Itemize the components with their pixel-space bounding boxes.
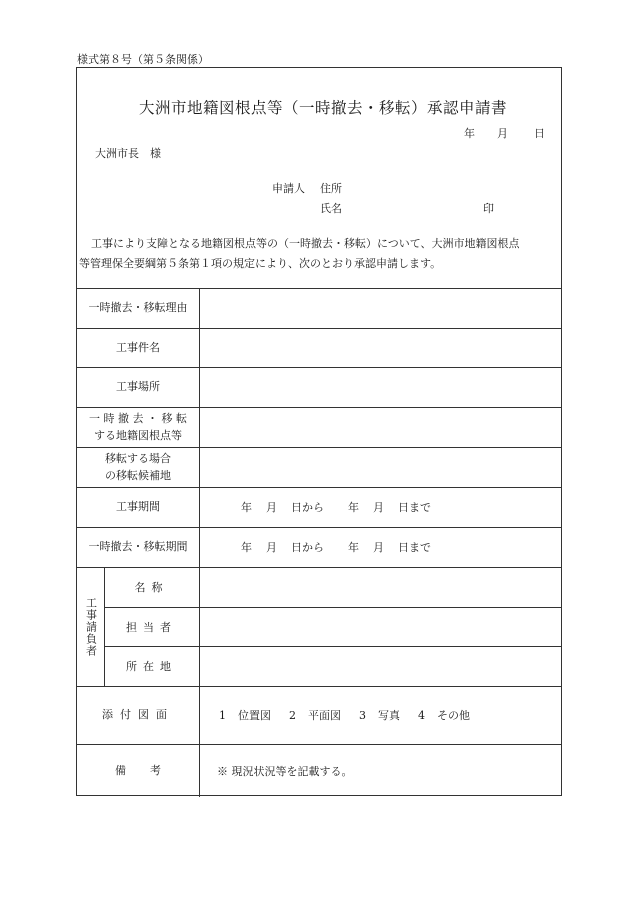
attachment-item [219, 707, 271, 723]
attachment-text: 平面図 [308, 709, 341, 722]
contractor-group-label [77, 567, 104, 686]
project-location-field[interactable] [199, 367, 561, 407]
reason-field[interactable] [199, 288, 561, 328]
removal-period-label: 一時撤去・移転期間 [88, 540, 188, 554]
project-location-label: 工事場所 [116, 380, 160, 394]
points-label-line-2: する地籍図根点等 [94, 429, 182, 442]
seal-label: 印 [483, 202, 494, 215]
removal-period-start-month: 月 [266, 541, 277, 554]
remarks-note: ※ 現況状況等を記載する。 [217, 764, 353, 778]
attachment-number: 3 [359, 709, 366, 722]
attachment-text: その他 [437, 709, 470, 722]
removal-period-start-year: 年 [241, 541, 252, 554]
attachment-item [418, 707, 470, 723]
contractor-group-text: 工事請負者 [84, 596, 98, 657]
reason-label: 一時撤去・移転理由 [88, 301, 188, 315]
attachments-label: 添付図面 [102, 708, 174, 722]
form-number: 様式第８号（第５条関係） [77, 53, 209, 66]
project-period-label: 工事期間 [116, 500, 160, 514]
project-period-end-year: 年 [348, 501, 359, 514]
project-period-end-month: 月 [373, 501, 384, 514]
project-period-field[interactable] [199, 487, 561, 527]
attachment-item [289, 707, 341, 723]
relocation-site-field[interactable] [199, 447, 561, 487]
contractor-person-label: 担当者 [126, 620, 177, 634]
project-period-start-month: 月 [266, 501, 277, 514]
contractor-name-field[interactable] [199, 567, 561, 607]
application-form [76, 67, 562, 796]
project-period-end-day: 日まで [398, 501, 431, 514]
remarks-label: 備考 [115, 763, 185, 777]
project-name-label: 工事件名 [116, 340, 160, 354]
contractor-person-field[interactable] [199, 607, 561, 646]
points-label [77, 407, 199, 447]
project-period-start-year: 年 [241, 501, 252, 514]
removal-period-end-month: 月 [373, 541, 384, 554]
body-text-line-2: 等管理保全要綱第５条第１項の規定により、次のとおり承認申請します。 [79, 257, 442, 270]
points-label-line-1: 一 時 撤 去 ・ 移 転 [89, 411, 187, 425]
contractor-name-label: 名称 [134, 581, 169, 594]
date-day-label: 日 [534, 127, 545, 140]
relocation-site-label [77, 447, 199, 487]
attachment-number: 1 [219, 709, 226, 722]
contractor-address-label: 所在地 [126, 660, 177, 673]
date-month-label: 月 [497, 127, 508, 140]
attachment-text: 位置図 [238, 709, 271, 722]
removal-period-start-day: 日から [291, 541, 324, 554]
removal-period-end-year: 年 [348, 541, 359, 554]
relocation-site-label-line-2: の移転候補地 [105, 469, 171, 482]
applicant-name-label: 氏名 [320, 202, 342, 215]
points-field[interactable] [199, 407, 561, 447]
removal-period-field[interactable] [199, 527, 561, 567]
attachment-item [359, 707, 400, 723]
contractor-address-field[interactable] [199, 646, 561, 686]
applicant-label: 申請人 [272, 182, 305, 195]
attachment-number: 4 [418, 709, 425, 722]
removal-period-end-day: 日まで [398, 541, 431, 554]
attachments-field [199, 686, 561, 744]
project-period-start-day: 日から [291, 501, 324, 514]
attachment-number: 2 [289, 709, 296, 722]
relocation-site-label-line-1: 移転する場合 [105, 451, 171, 465]
form-title: 大洲市地籍図根点等（一時撤去・移転）承認申請書 [139, 99, 508, 117]
body-text-line-1: 工事により支障となる地籍図根点等の（一時撤去・移転）について、大洲市地籍図根点 [91, 237, 520, 250]
addressee: 大洲市長 様 [95, 147, 161, 160]
project-name-field[interactable] [199, 328, 561, 367]
remarks-field[interactable] [199, 744, 561, 797]
date-year-label: 年 [464, 127, 475, 140]
applicant-address-label: 住所 [320, 182, 342, 195]
attachment-text: 写真 [378, 709, 400, 722]
